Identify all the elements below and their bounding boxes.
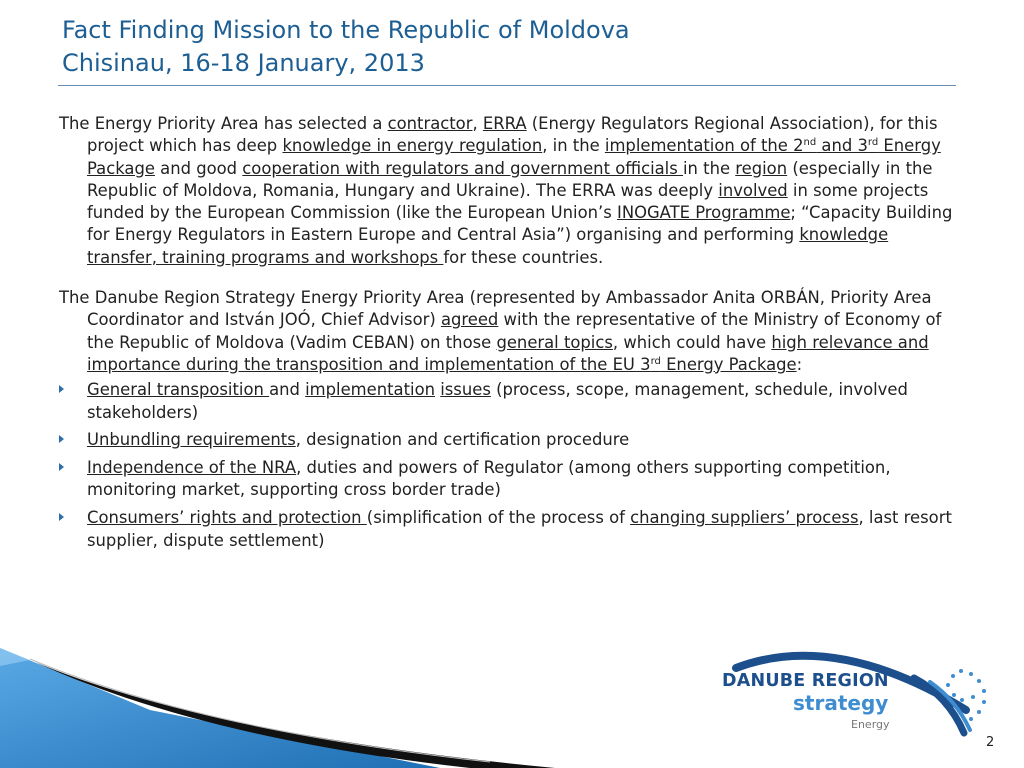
corner-swoosh-decoration xyxy=(0,640,560,768)
danube-region-strategy-logo xyxy=(716,638,992,738)
list-item: Consumers’ rights and protection (simplification of the process of changing suppliers’ process, last resort supplier, dispute settlement) xyxy=(59,507,961,552)
triangle-bullet-icon xyxy=(59,385,64,393)
title-line-1: Fact Finding Mission to the Republic of Moldova xyxy=(62,16,630,44)
triangle-bullet-icon xyxy=(59,513,64,521)
logo-text-strategy: strategy xyxy=(793,691,889,715)
logo-text-energy: Energy xyxy=(851,718,890,731)
logo-text-danube-region: DANUBE REGION xyxy=(722,671,889,691)
slide-body xyxy=(59,113,961,557)
triangle-bullet-icon xyxy=(59,463,64,471)
paragraph-danube: The Danube Region Strategy Energy Priority Area (represented by Ambassador Anita ORBÁN, Priority Area Coordinator and István JOÓ, Chief Advisor) agreed with the representative of the Ministry of Economy of the Republic of Moldova (Vadim CEBAN) on those general topics, which could have high relevance and importance during the transposition and implementation of the EU 3rd Energy Package: xyxy=(59,288,942,374)
topic-list xyxy=(59,379,961,552)
slide-title xyxy=(62,14,630,80)
title-line-2: Chisinau, 16-18 January, 2013 xyxy=(62,49,425,77)
list-item: Independence of the NRA, duties and powers of Regulator (among others supporting competition, monitoring market, supporting cross border trade) xyxy=(59,457,961,502)
triangle-bullet-icon xyxy=(59,435,64,443)
title-divider xyxy=(58,85,956,86)
list-item: General transposition and implementation issues (process, scope, management, schedule, involved stakeholders) xyxy=(59,379,961,424)
list-item: Unbundling requirements, designation and certification procedure xyxy=(59,429,961,451)
page-number: 2 xyxy=(986,735,995,750)
paragraph-erra: The Energy Priority Area has selected a contractor, ERRA (Energy Regulators Regional Association), for this project which has deep knowledge in energy regulation, in the implementation of the 2nd and 3rd Energy Package and good cooperation with regulators and government officials in the region (especially in the Republic of Moldova, Romania, Hungary and Ukraine). The ERRA was deeply involved in some projects funded by the European Commission (like the European Union’s INOGATE Programme; “Capacity Building for Energy Regulators in Eastern Europe and Central Asia”) organising and performing knowledge transfer, training programs and workshops for these countries. xyxy=(59,114,953,267)
